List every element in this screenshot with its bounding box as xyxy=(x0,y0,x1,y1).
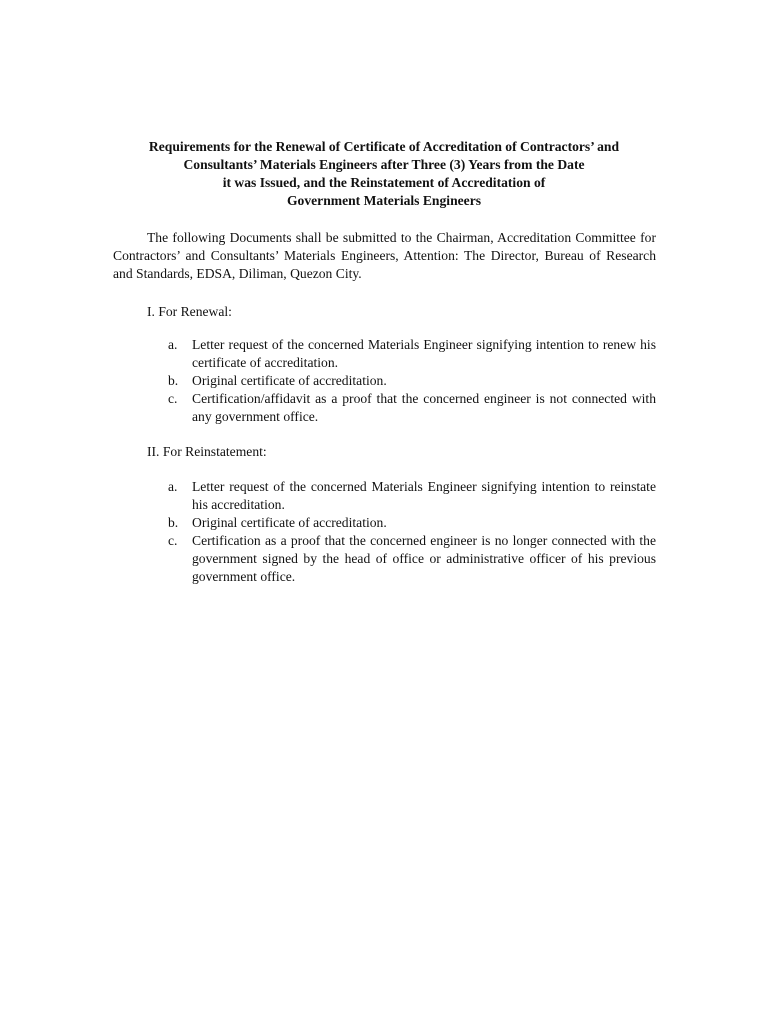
list-item-text: Certification as a proof that the concerned engineer is no longer connected with the government signed by the head of office or administrative officer of his previous government office. xyxy=(192,533,656,584)
reinstatement-requirements-list xyxy=(168,478,656,586)
list-item-text: Certification/affidavit as a proof that the concerned engineer is not connected with any government office. xyxy=(192,391,656,424)
list-item xyxy=(168,532,656,586)
list-item-marker: a. xyxy=(168,337,178,352)
list-item-marker: c. xyxy=(168,391,178,406)
title-line: Consultants’ Materials Engineers after Three (3) Years from the Date xyxy=(183,157,585,172)
list-item-marker: b. xyxy=(168,373,179,388)
list-item xyxy=(168,514,656,532)
list-item-text: Letter request of the concerned Materials Engineer signifying intention to renew his certificate of accreditation. xyxy=(192,337,656,370)
list-item xyxy=(168,390,656,426)
list-item-marker: a. xyxy=(168,479,178,494)
list-item-marker: c. xyxy=(168,533,178,548)
section-heading-renewal: I. For Renewal: xyxy=(147,304,232,319)
list-item-text: Original certificate of accreditation. xyxy=(192,515,387,530)
list-item-text: Letter request of the concerned Materials Engineer signifying intention to reinstate his accreditation. xyxy=(192,479,656,512)
title-line: Government Materials Engineers xyxy=(286,193,482,208)
list-item-marker: b. xyxy=(168,515,179,530)
list-item xyxy=(168,336,656,372)
list-item-text: Original certificate of accreditation. xyxy=(192,373,387,388)
document-title xyxy=(100,138,668,210)
title-line: it was Issued, and the Reinstatement of Accreditation of xyxy=(222,175,546,190)
renewal-requirements-list xyxy=(168,336,656,426)
intro-paragraph: The following Documents shall be submitted to the Chairman, Accreditation Committee for Contractors’ and Consultants’ Materials Engineers, Attention: The Director, Bureau of Research and Standards, EDSA, Diliman, Quezon City. xyxy=(113,230,656,281)
title-line: Requirements for the Renewal of Certificate of Accreditation of Contractors’ and xyxy=(148,139,620,154)
section-heading-reinstatement: II. For Reinstatement: xyxy=(147,444,267,459)
list-item xyxy=(168,372,656,390)
list-item xyxy=(168,478,656,514)
